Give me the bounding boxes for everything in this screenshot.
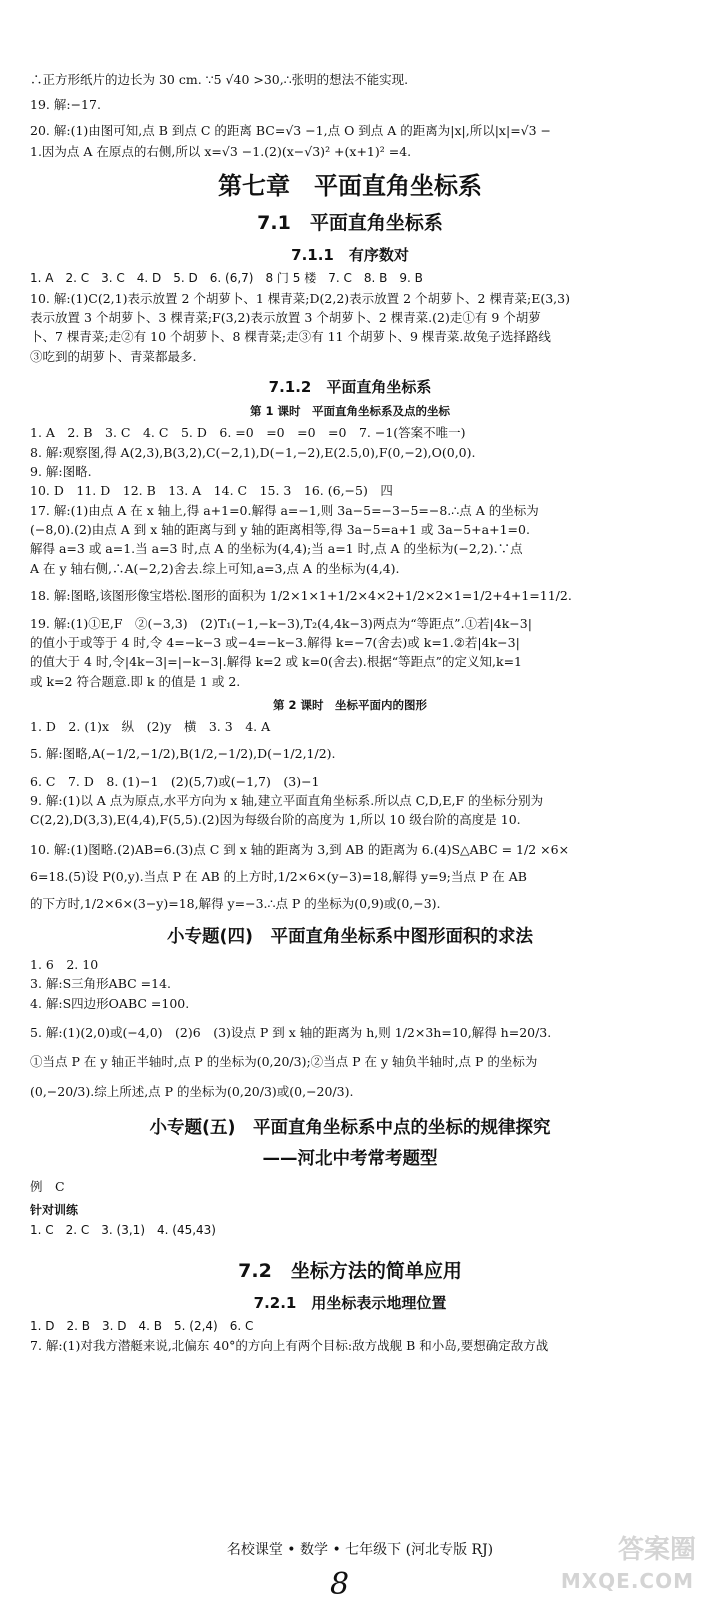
answer-line: (0,−20/3).综上所述,点 P 的坐标为(0,20/3)或(0,−20/3). (30, 1083, 354, 1099)
answer-line: 4. 解:S四边形OABC =100. (30, 995, 190, 1011)
answer-line: 1. C 2. C 3. (3,1) 4. (45,43) (30, 1223, 216, 1238)
answer-line: 1. A 2. B 3. C 4. C 5. D 6. =0 =0 =0 =0 7. −1(答案不唯一) (30, 425, 466, 441)
answer-line: (−8,0).(2)由点 A 到 x 轴的距离与到 y 轴的距离相等,得 3a−5=a+1 或 3a−5+a+1=0. (30, 522, 530, 537)
answer-line: 的值小于或等于 4 时,令 4=−k−3 或−4=−k−3.解得 k=−7(舍去)或 k=1.②若|4k−3| (30, 634, 520, 650)
answer-line: 1. D 2. B 3. D 4. B 5. (2,4) 6. C (30, 1319, 254, 1334)
answer-line: 19. 解:(1)①E,F ②(−3,3) (2)T₁(−1,−k−3),T₂(4,4k−3)两点为“等距点”.①若|4k−3| (30, 615, 532, 631)
subsection-title-7-1-2: 7.1.2 平面直角坐标系 (268, 378, 432, 397)
answer-10-line: 10. 解:(1)C(2,1)表示放置 2 个胡萝卜、1 棵青菜;D(2,2)表示放置 2 个胡萝卜、2 棵青菜;E(3,3) (30, 290, 570, 306)
answer-line: A 在 y 轴右侧,∴A(−2,2)舍去.综上可知,a=3,点 A 的坐标为(4,4). (30, 560, 400, 576)
subsection-title-7-2-1: 7.2.1 用坐标表示地理位置 (253, 1294, 447, 1313)
answer-line: 的值大于 4 时,令|4k−3|=|−k−3|.解得 k=2 或 k=0(舍去).根据“等距点”的定义知,k=1 (30, 654, 522, 670)
answer-line: 1. 6 2. 10 (30, 956, 99, 972)
answer-line: 或 k=2 符合题意.即 k 的值是 1 或 2. (30, 673, 241, 689)
chapter-title: 第七章 平面直角坐标系 (218, 171, 482, 200)
subsection-title-7-1-1: 7.1.1 有序数对 (291, 246, 409, 265)
section-title-7-1: 7.1 平面直角坐标系 (257, 211, 443, 234)
example-answer: 例 C (30, 1179, 65, 1195)
answer-7-line: 7. 解:(1)对我方潜艇来说,北偏东 40°的方向上有两个目标:敌方战舰 B 和小岛,要想确定敌方战 (30, 1338, 549, 1354)
answer-20-line-2: 1.因为点 A 在原点的右侧,所以 x=√3 −1.(2)(x−√3)² +(x+1)² =4. (30, 144, 412, 160)
answer-line: 1. D 2. (1)x 纵 (2)y 横 3. 3 4. A (30, 718, 271, 734)
answer-line: 6. C 7. D 8. (1)−1 (2)(5,7)或(−1,7) (3)−1 (30, 773, 320, 789)
topic-4-title: 小专题(四) 平面直角坐标系中图形面积的求法 (167, 926, 533, 947)
lesson-title-2: 第 2 课时 坐标平面内的图形 (272, 698, 427, 712)
answer-10-line: 表示放置 3 个胡萝卜、3 棵青菜;F(3,2)表示放置 3 个胡萝卜、2 棵青菜.(2)走①有 9 个胡萝 (30, 309, 541, 325)
text-line: ∴正方形纸片的边长为 30 cm. ∵5 √40 >30,∴张明的想法不能实现. (30, 72, 409, 87)
answer-line: 1. A 2. C 3. C 4. D 5. D 6. (6,7) 8 门 5 楼 7. C 8. B 9. B (30, 271, 423, 286)
practice-label: 针对训练 (30, 1202, 79, 1217)
section-title-7-2: 7.2 坐标方法的简单应用 (238, 1259, 462, 1282)
watermark-logo: 答案圈 (617, 1535, 696, 1565)
answer-line: 的下方时,1/2×6×(3−y)=18,解得 y=−3.∴点 P 的坐标为(0,9)或(0,−3). (30, 896, 441, 912)
watermark-url: MXQE.COM (560, 1569, 694, 1593)
topic-5-title: 小专题(五) 平面直角坐标系中点的坐标的规律探究 (149, 1118, 551, 1139)
answer-line: 9. 解:(1)以 A 点为原点,水平方向为 x 轴,建立平面直角坐标系.所以点 C,D,E,F 的坐标分别为 (30, 792, 544, 808)
answer-line: C(2,2),D(3,3),E(4,4),F(5,5).(2)因为每级台阶的高度为 1,所以 10 级台阶的高度是 10. (30, 812, 521, 828)
answer-line: 10. D 11. D 12. B 13. A 14. C 15. 3 16. (6,−5) 四 (30, 483, 393, 499)
answer-line: 18. 解:图略,该图形像宝塔松.图形的面积为 1/2×1×1+1/2×4×2+1/2×2×1=1/2+4+1=11/2. (30, 588, 572, 604)
answer-line: 17. 解:(1)由点 A 在 x 轴上,得 a+1=0.解得 a=−1,则 3a−5=−3−5=−8.∴点 A 的坐标为 (30, 502, 539, 518)
answer-line: 6=18.(5)设 P(0,y).当点 P 在 AB 的上方时,1/2×6×(y−3)=18,解得 y=9;当点 P 在 AB (30, 869, 527, 885)
answer-page (30, 0, 670, 1356)
answer-line: 9. 解:图略. (30, 463, 92, 479)
answer-line: 5. 解:图略,A(−1/2,−1/2),B(1/2,−1/2),D(−1/2,1/2). (30, 746, 336, 762)
answer-line: 10. 解:(1)图略.(2)AB=6.(3)点 C 到 x 轴的距离为 3,到 AB 的距离为 6.(4)S△ABC = 1/2 ×6× (30, 841, 570, 857)
answer-19: 19. 解:−17. (30, 97, 101, 113)
answer-line: 5. 解:(1)(2,0)或(−4,0) (2)6 (3)设点 P 到 x 轴的距离为 h,则 1/2×3h=10,解得 h=20/3. (30, 1025, 552, 1041)
answer-20-line-1: 20. 解:(1)由图可知,点 B 到点 C 的距离 BC=√3 −1,点 O 到点 A 的距离为|x|,所以|x|=√3 − (30, 122, 552, 138)
answer-line: 解得 a=3 或 a=1.当 a=3 时,点 A 的坐标为(4,4);当 a=1 时,点 A 的坐标为(−2,2).∵点 (30, 541, 523, 557)
page-footer: 名校课堂 • 数学 • 七年级下 (河北专版 RJ) (226, 1542, 494, 1558)
answer-line: 8. 解:观察图,得 A(2,3),B(3,2),C(−2,1),D(−1,−2),E(2.5,0),F(0,−2),O(0,0). (30, 444, 476, 460)
page-number: 8 (330, 1567, 350, 1602)
answer-10-line: ③吃到的胡萝卜、青菜都最多. (30, 348, 197, 364)
answer-10-line: 卜、7 棵青菜;走②有 10 个胡萝卜、8 棵青菜;走③有 11 个胡萝卜、9 棵青菜.故兔子选择路线 (30, 329, 551, 345)
topic-5-subtitle: ——河北中考常考题型 (262, 1149, 438, 1170)
lesson-title-1: 第 1 课时 平面直角坐标系及点的坐标 (249, 404, 450, 419)
answer-line: 3. 解:S三角形ABC =14. (30, 976, 172, 992)
answer-line: ①当点 P 在 y 轴正半轴时,点 P 的坐标为(0,20/3);②当点 P 在 y 轴负半轴时,点 P 的坐标为 (30, 1054, 538, 1070)
